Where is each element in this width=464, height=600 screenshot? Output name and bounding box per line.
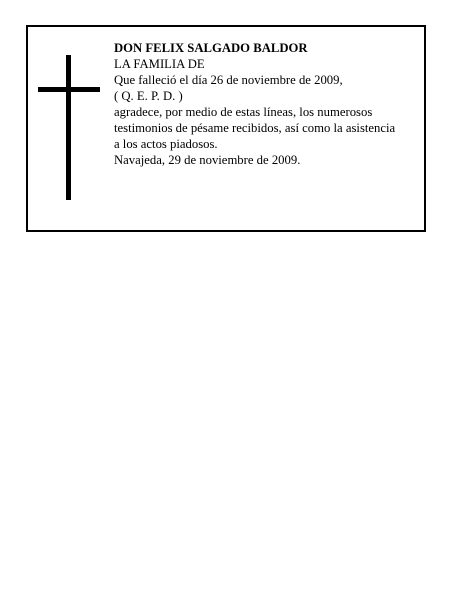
qepd-line: ( Q. E. P. D. ) — [114, 89, 183, 103]
thanks-line-1: agradece, por medio de estas líneas, los numerosos — [114, 105, 373, 119]
cross-icon — [38, 55, 100, 200]
death-date-line: Que falleció el día 26 de noviembre de 2009, — [114, 73, 343, 87]
thanks-line-3: a los actos piadosos. — [114, 137, 218, 151]
cross-vertical-bar — [66, 55, 71, 200]
obituary-notice — [26, 25, 426, 232]
family-line: LA FAMILIA DE — [114, 57, 205, 71]
place-date-line: Navajeda, 29 de noviembre de 2009. — [114, 153, 301, 167]
cross-horizontal-bar — [38, 87, 100, 92]
notice-text — [114, 40, 424, 168]
thanks-line-2: testimonios de pésame recibidos, así como la asistencia — [114, 121, 396, 135]
deceased-name: DON FELIX SALGADO BALDOR — [114, 41, 308, 55]
